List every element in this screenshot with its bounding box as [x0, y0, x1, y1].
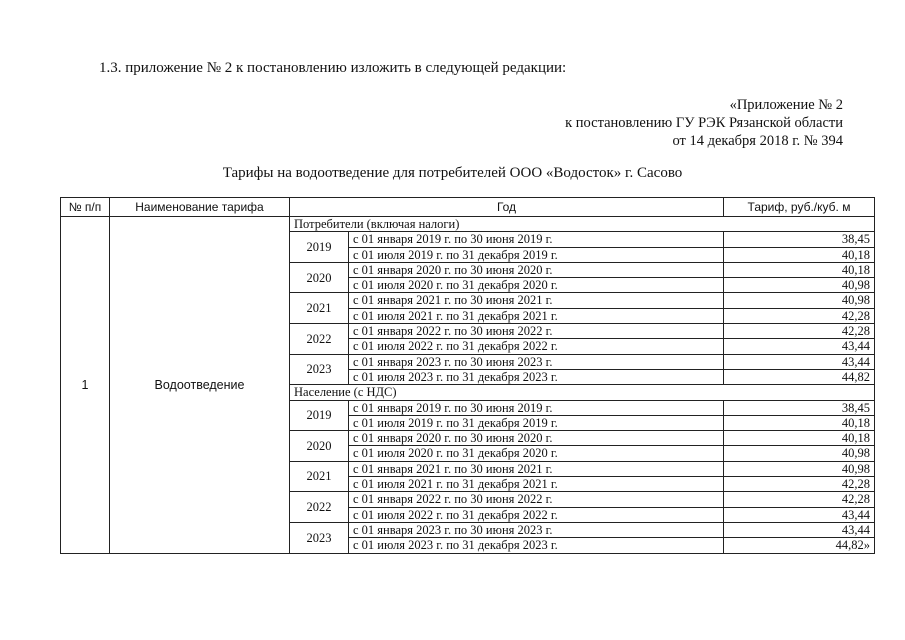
period-cell: с 01 июля 2019 г. по 31 декабря 2019 г. [349, 247, 724, 262]
year-cell: 2022 [290, 324, 349, 355]
tariff-value-cell: 40,98 [724, 278, 875, 293]
period-cell: с 01 июля 2020 г. по 31 декабря 2020 г. [349, 446, 724, 461]
tariff-value-cell: 38,45 [724, 400, 875, 415]
tariff-value-cell: 40,98 [724, 446, 875, 461]
year-cell: 2022 [290, 492, 349, 523]
period-cell: с 01 июля 2022 г. по 31 декабря 2022 г. [349, 507, 724, 522]
period-cell: с 01 января 2022 г. по 30 июня 2022 г. [349, 324, 724, 339]
appendix-line-3: от 14 декабря 2018 г. № 394 [672, 133, 843, 149]
tariff-value-cell: 40,18 [724, 415, 875, 430]
year-cell: 2021 [290, 461, 349, 492]
period-cell: с 01 июля 2019 г. по 31 декабря 2019 г. [349, 415, 724, 430]
period-cell: с 01 июля 2020 г. по 31 декабря 2020 г. [349, 278, 724, 293]
tariff-value-cell: 44,82 [724, 369, 875, 384]
year-cell: 2023 [290, 522, 349, 553]
table-header-row [61, 198, 875, 217]
tariff-value-cell: 43,44 [724, 507, 875, 522]
year-cell: 2019 [290, 400, 349, 431]
intro-text: 1.3. приложение № 2 к постановлению изложить в следующей редакции: [99, 60, 567, 76]
tariff-value-cell: 38,45 [724, 232, 875, 247]
year-cell: 2021 [290, 293, 349, 324]
tariff-value-cell: 44,82» [724, 538, 875, 553]
header-name: Наименование тарифа [110, 198, 290, 217]
header-year: Год [290, 198, 724, 217]
year-cell: 2020 [290, 431, 349, 462]
tariff-value-cell: 40,18 [724, 247, 875, 262]
period-cell: с 01 июля 2023 г. по 31 декабря 2023 г. [349, 538, 724, 553]
tariff-value-cell: 40,18 [724, 431, 875, 446]
tariff-value-cell: 43,44 [724, 354, 875, 369]
table-title: Тарифы на водоотведение для потребителей ООО «Водосток» г. Сасово [222, 165, 683, 181]
consumer-group-label: Потребители (включая налоги) [290, 217, 875, 232]
tariff-value-cell: 42,28 [724, 324, 875, 339]
appendix-heading [565, 96, 843, 150]
period-cell: с 01 января 2020 г. по 30 июня 2020 г. [349, 262, 724, 277]
period-cell: с 01 июля 2023 г. по 31 декабря 2023 г. [349, 369, 724, 384]
header-num: № п/п [61, 198, 110, 217]
period-cell: с 01 января 2023 г. по 30 июня 2023 г. [349, 522, 724, 537]
tariff-value-cell: 40,18 [724, 262, 875, 277]
period-cell: с 01 января 2023 г. по 30 июня 2023 г. [349, 354, 724, 369]
table-body [61, 217, 875, 554]
year-cell: 2020 [290, 262, 349, 293]
tariff-value-cell: 42,28 [724, 308, 875, 323]
appendix-line-2: к постановлению ГУ РЭК Рязанской области [565, 115, 843, 131]
period-cell: с 01 июля 2021 г. по 31 декабря 2021 г. [349, 477, 724, 492]
period-cell: с 01 июля 2022 г. по 31 декабря 2022 г. [349, 339, 724, 354]
header-tariff: Тариф, руб./куб. м [724, 198, 875, 217]
period-cell: с 01 января 2021 г. по 30 июня 2021 г. [349, 293, 724, 308]
year-cell: 2023 [290, 354, 349, 385]
period-cell: с 01 июля 2021 г. по 31 декабря 2021 г. [349, 308, 724, 323]
row-number: 1 [61, 217, 110, 554]
period-cell: с 01 января 2022 г. по 30 июня 2022 г. [349, 492, 724, 507]
group-row [61, 217, 875, 232]
appendix-line-1: «Приложение № 2 [729, 97, 843, 113]
period-cell: с 01 января 2019 г. по 30 июня 2019 г. [349, 400, 724, 415]
tariffs-table [60, 197, 875, 554]
period-cell: с 01 января 2020 г. по 30 июня 2020 г. [349, 431, 724, 446]
period-cell: с 01 января 2021 г. по 30 июня 2021 г. [349, 461, 724, 476]
tariff-name: Водоотведение [110, 217, 290, 554]
consumer-group-label: Население (с НДС) [290, 385, 875, 400]
tariff-value-cell: 40,98 [724, 461, 875, 476]
tariff-value-cell: 40,98 [724, 293, 875, 308]
tariff-value-cell: 42,28 [724, 477, 875, 492]
tariff-value-cell: 43,44 [724, 522, 875, 537]
year-cell: 2019 [290, 232, 349, 263]
tariff-value-cell: 43,44 [724, 339, 875, 354]
period-cell: с 01 января 2019 г. по 30 июня 2019 г. [349, 232, 724, 247]
tariff-value-cell: 42,28 [724, 492, 875, 507]
